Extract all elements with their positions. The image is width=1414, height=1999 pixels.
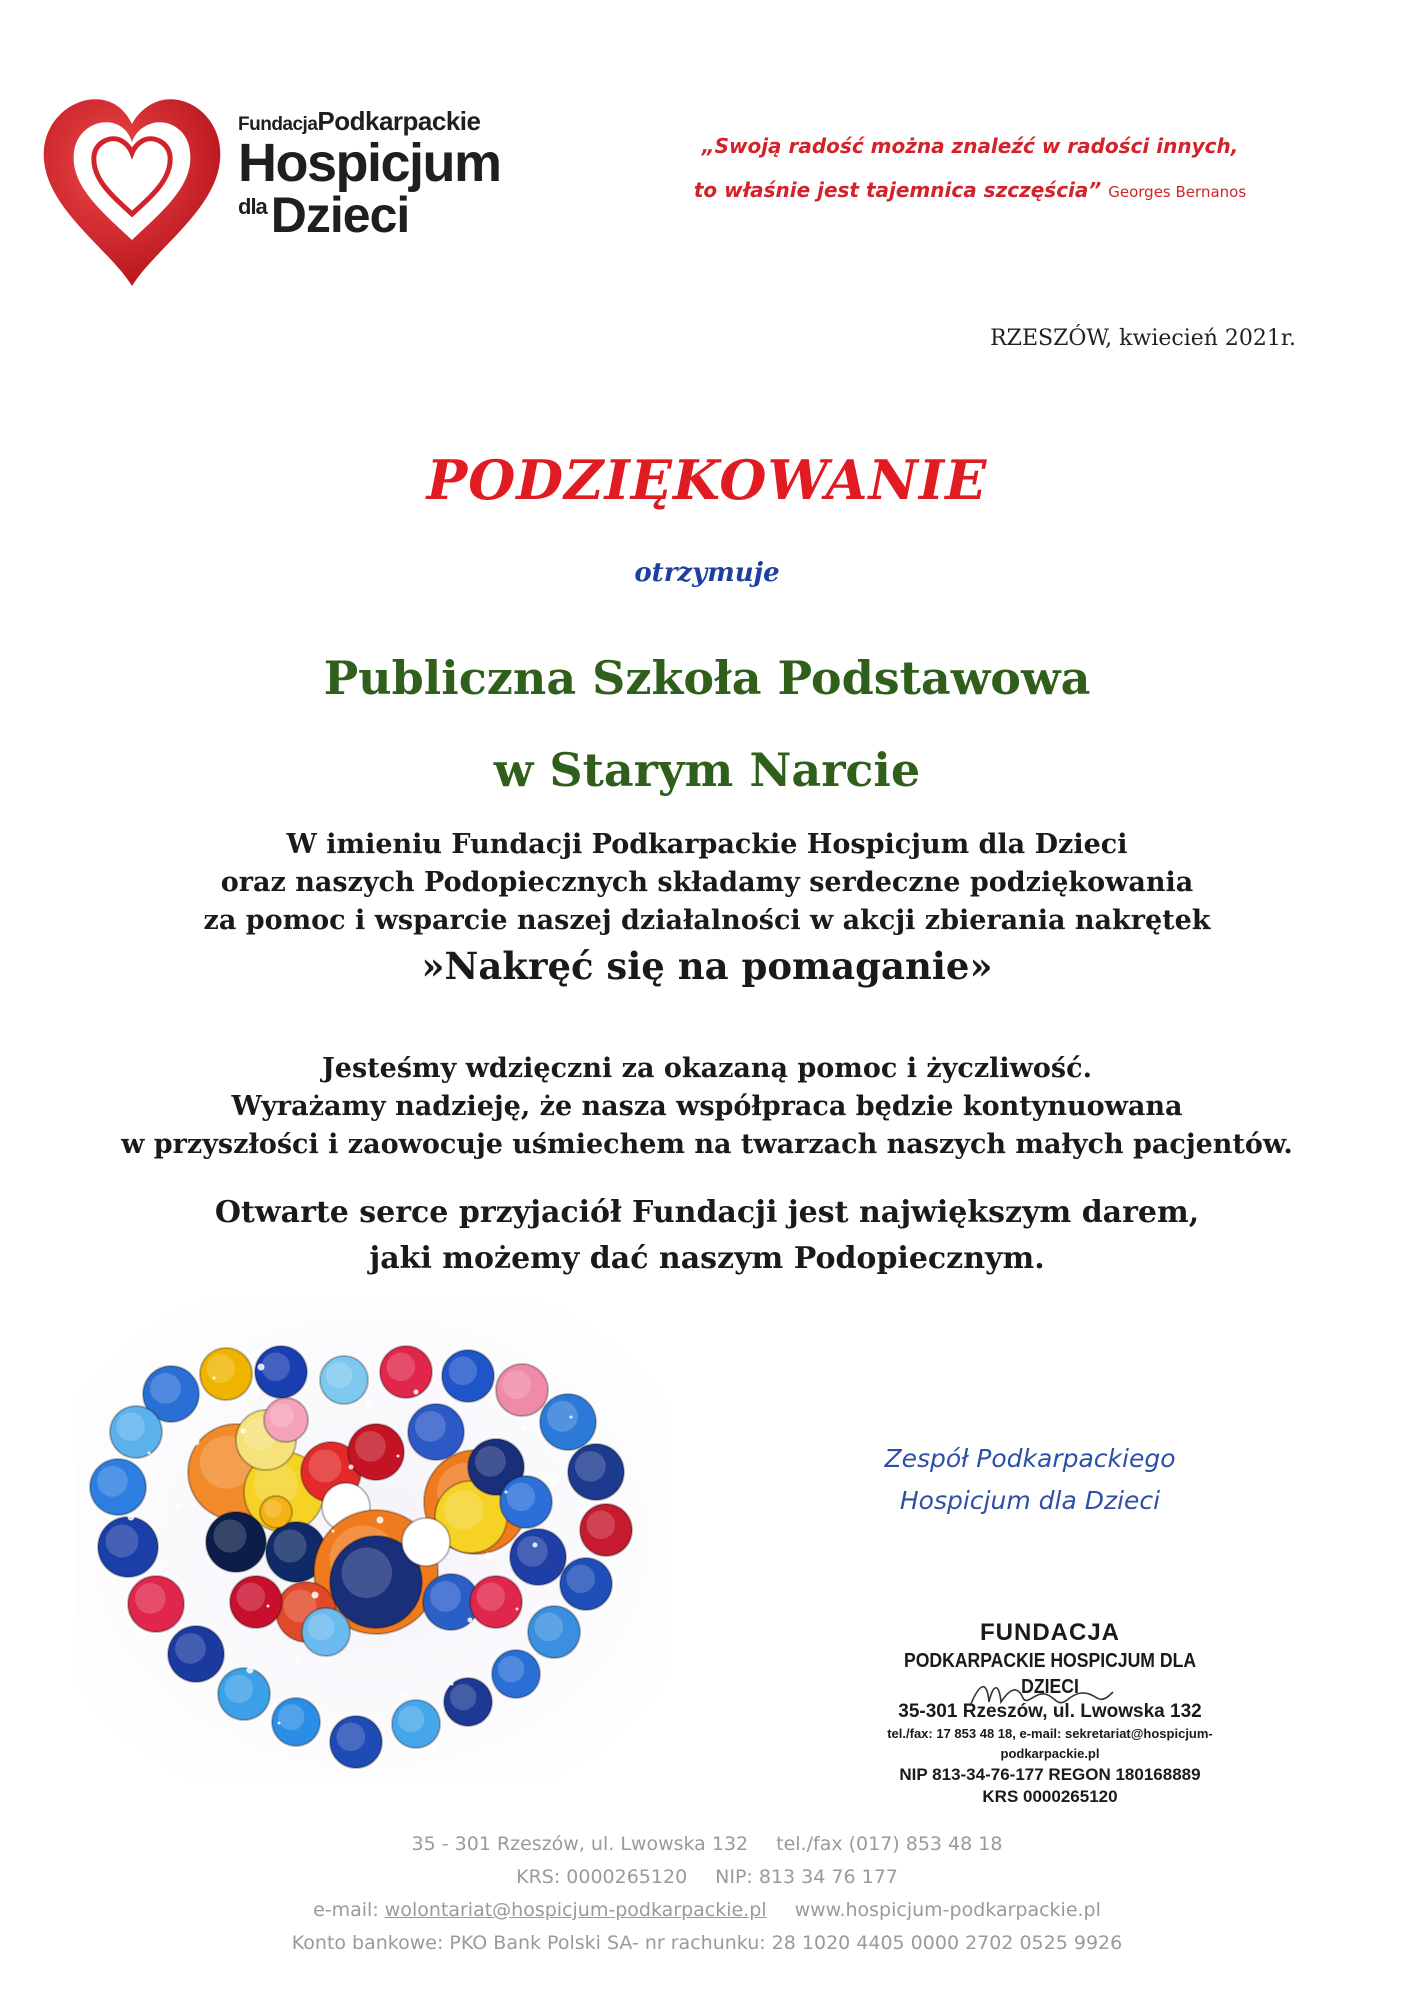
footer-phone: tel./fax (017) 853 48 18 xyxy=(776,1833,1003,1855)
bottle-cap-highlight xyxy=(328,1489,354,1515)
sparkle-icon xyxy=(431,1745,438,1752)
sparkle-icon xyxy=(122,1696,127,1701)
sparkle-icon xyxy=(403,1693,408,1698)
bottle-cap-highlight xyxy=(117,1413,146,1442)
stamp-title: FUNDACJA xyxy=(980,1619,1120,1646)
stamp-krs: KRS 0000265120 xyxy=(982,1787,1118,1806)
bottle-cap-highlight xyxy=(207,1355,236,1384)
bottle-cap-highlight xyxy=(503,1371,532,1400)
sparkle-icon xyxy=(213,1377,216,1380)
sparkle-icon xyxy=(397,1455,400,1458)
closing-paragraph xyxy=(0,1190,1414,1282)
stamp-address: 35-301 Rzeszów, ul. Lwowska 132 xyxy=(898,1701,1202,1722)
footer-email-label: e-mail: xyxy=(313,1899,379,1921)
bottle-cap-highlight xyxy=(326,1362,352,1388)
bottle-cap-highlight xyxy=(450,1684,476,1710)
sparkle-icon xyxy=(587,1351,592,1356)
sparkle-icon xyxy=(105,1341,108,1344)
logo-dla: dla xyxy=(238,194,267,219)
recipient-line-1: Publiczna Szkoła Podstawowa xyxy=(323,651,1091,705)
sparkle-icon xyxy=(241,1429,246,1434)
bottle-cap-highlight xyxy=(97,1466,128,1497)
sparkle-icon xyxy=(193,1439,200,1446)
bottle-cap-highlight xyxy=(430,1581,461,1612)
sparkle-icon xyxy=(128,1514,135,1521)
logo-wordmark xyxy=(238,106,501,243)
bottle-cap-highlight xyxy=(507,1483,536,1512)
bottle-cap-highlight xyxy=(135,1583,166,1614)
stamp-name: PODKARPACKIE HOSPICJUM DLA DZIECI xyxy=(903,1650,1197,1698)
recipient-line-2: w Starym Narcie xyxy=(493,743,921,797)
bottle-cap-highlight xyxy=(150,1373,181,1404)
logo-podkarpackie: Podkarpackie xyxy=(317,106,481,136)
bottle-cap-highlight xyxy=(264,1500,282,1518)
quote-author: Georges Bernanos xyxy=(1108,183,1247,201)
bottle-cap-highlight xyxy=(517,1536,548,1567)
sparkle-icon xyxy=(604,1706,611,1713)
footer-website[interactable]: www.hospicjum-podkarpackie.pl xyxy=(794,1899,1101,1921)
sparkle-icon xyxy=(624,1644,627,1647)
sparkle-icon xyxy=(111,1579,116,1584)
bottle-cap-highlight xyxy=(477,1583,506,1612)
body-line: Wyrażamy nadzieję, że nasza współpraca będzie kontynuowana xyxy=(231,1091,1183,1122)
bottle-cap-highlight xyxy=(308,1614,334,1640)
sparkle-icon xyxy=(505,1491,508,1494)
body-line: w przyszłości i zaowocuje uśmiechem na twarzach naszych małych pacjentów. xyxy=(121,1129,1293,1160)
bottle-cap-highlight xyxy=(575,1451,606,1482)
body-line: oraz naszych Podopiecznych składamy serdeczne podziękowania xyxy=(220,867,1194,898)
bottle-caps-heart-image xyxy=(76,1302,666,1782)
bottle-cap-highlight xyxy=(175,1633,206,1664)
sparkle-icon xyxy=(451,1683,454,1686)
sparkle-icon xyxy=(278,1722,281,1725)
footer xyxy=(0,1828,1414,1960)
sparkle-icon xyxy=(414,1390,419,1395)
stamp-contact: tel./fax: 17 853 48 18, e-mail: sekretariat@hospicjum-podkarpackie.pl xyxy=(887,1726,1213,1761)
bottle-cap-highlight xyxy=(408,1524,434,1550)
logo-dzieci: Dzieci xyxy=(270,187,410,243)
document-date: RZESZÓW, kwiecień 2021r. xyxy=(990,326,1296,351)
body-line: Otwarte serce przyjaciół Fundacji jest największym darem, xyxy=(214,1195,1200,1230)
bottle-cap-highlight xyxy=(415,1411,446,1442)
bottle-cap-highlight xyxy=(475,1446,506,1477)
sparkle-icon xyxy=(570,1416,573,1419)
sparkle-icon xyxy=(377,1517,384,1524)
quote-line-2: to właśnie jest tajemnica szczęścia” xyxy=(693,178,1102,202)
footer-nip: NIP: 813 34 76 177 xyxy=(715,1866,898,1888)
bottle-cap-highlight xyxy=(237,1583,266,1612)
bottle-cap-highlight xyxy=(342,1548,393,1599)
footer-email-link[interactable]: wolontariat@hospicjum-podkarpackie.pl xyxy=(384,1899,767,1921)
bottle-cap-highlight xyxy=(567,1565,596,1594)
bottle-cap-highlight xyxy=(225,1675,254,1704)
bottle-cap-highlight xyxy=(355,1431,386,1462)
sparkle-icon xyxy=(176,1504,181,1509)
bottle-cap-highlight xyxy=(106,1525,139,1558)
sparkle-icon xyxy=(533,1543,538,1548)
bottle-cap-highlight xyxy=(278,1704,304,1730)
bottle-cap-highlight xyxy=(535,1613,564,1642)
bottle-cap-highlight xyxy=(274,1530,307,1563)
body-line: Jesteśmy wdzięczni za okazaną pomoc i życzliwość. xyxy=(322,1053,1092,1084)
document-title: PODZIĘKOWANIE xyxy=(426,448,988,512)
sparkle-icon xyxy=(386,1758,389,1761)
body-line: W imieniu Fundacji Podkarpackie Hospicjum dla Dzieci xyxy=(286,829,1128,860)
sparkle-icon xyxy=(349,1465,354,1470)
sparkle-icon xyxy=(539,1361,546,1368)
sparkle-icon xyxy=(230,1732,235,1737)
gratitude-paragraph xyxy=(0,1050,1414,1164)
sparkle-icon xyxy=(516,1608,519,1611)
sparkle-icon xyxy=(247,1667,254,1674)
campaign-name: »Nakręć się na pomaganie» xyxy=(421,944,993,988)
team-line-2: Hospicjum dla Dzieci xyxy=(899,1486,1161,1515)
sparkle-icon xyxy=(148,1452,151,1455)
sparkle-icon xyxy=(258,1364,265,1371)
logo-fundacja: Fundacja xyxy=(238,114,318,135)
body-line: jaki możemy dać naszym Podopiecznym. xyxy=(369,1241,1045,1276)
footer-address: 35 - 301 Rzeszów, ul. Lwowska 132 xyxy=(411,1833,749,1855)
footer-krs: KRS: 0000265120 xyxy=(516,1866,688,1888)
stamp-nip-regon: NIP 813-34-76-177 REGON 180168889 xyxy=(899,1765,1201,1784)
body-line: za pomoc i wsparcie naszej działalności w akcji zbierania nakrętek xyxy=(203,905,1211,936)
bottle-cap-highlight xyxy=(214,1520,247,1553)
sparkle-icon xyxy=(312,1592,319,1599)
quote-line-1: „Swoją radość można znaleźć w radości innych, xyxy=(701,134,1239,158)
sparkle-icon xyxy=(366,1400,373,1407)
sparkle-icon xyxy=(332,1530,335,1533)
sparkle-icon xyxy=(550,1478,557,1485)
bottle-cap-highlight xyxy=(398,1706,424,1732)
receives-label: otrzymuje xyxy=(634,558,780,588)
logo-hospicjum: Hospicjum xyxy=(238,133,501,193)
bottle-cap-highlight xyxy=(449,1357,478,1386)
bottle-cap-highlight xyxy=(262,1353,291,1382)
bottle-cap-highlight xyxy=(309,1450,342,1483)
sparkle-icon xyxy=(295,1657,300,1662)
bottle-cap-highlight xyxy=(498,1656,524,1682)
bottle-cap-highlight xyxy=(587,1511,616,1540)
recipient-name xyxy=(0,632,1414,816)
sparkle-icon xyxy=(267,1605,270,1608)
team-line-1: Zespół Podkarpackiego xyxy=(884,1444,1176,1473)
team-signature xyxy=(860,1438,1200,1522)
bottle-cap-highlight xyxy=(270,1404,294,1428)
sparkle-icon xyxy=(485,1553,492,1560)
sparkle-icon xyxy=(522,1426,527,1431)
footer-bank-account: Konto bankowe: PKO Bank Polski SA- nr rachunku: 28 1020 4405 0000 2702 0525 9926 xyxy=(291,1932,1123,1954)
hospice-heart-logo-icon xyxy=(40,90,225,290)
sparkle-icon xyxy=(139,1631,146,1638)
bottle-cap-highlight xyxy=(387,1353,416,1382)
bottle-cap-highlight xyxy=(547,1401,578,1432)
thanks-paragraph xyxy=(0,826,1414,992)
bottle-cap-highlight xyxy=(444,1490,484,1530)
sparkle-icon xyxy=(468,1618,473,1623)
handwritten-signature-icon xyxy=(965,1672,1115,1718)
sparkle-icon xyxy=(159,1569,162,1572)
quote xyxy=(650,124,1290,214)
bottle-cap-highlight xyxy=(337,1723,366,1752)
